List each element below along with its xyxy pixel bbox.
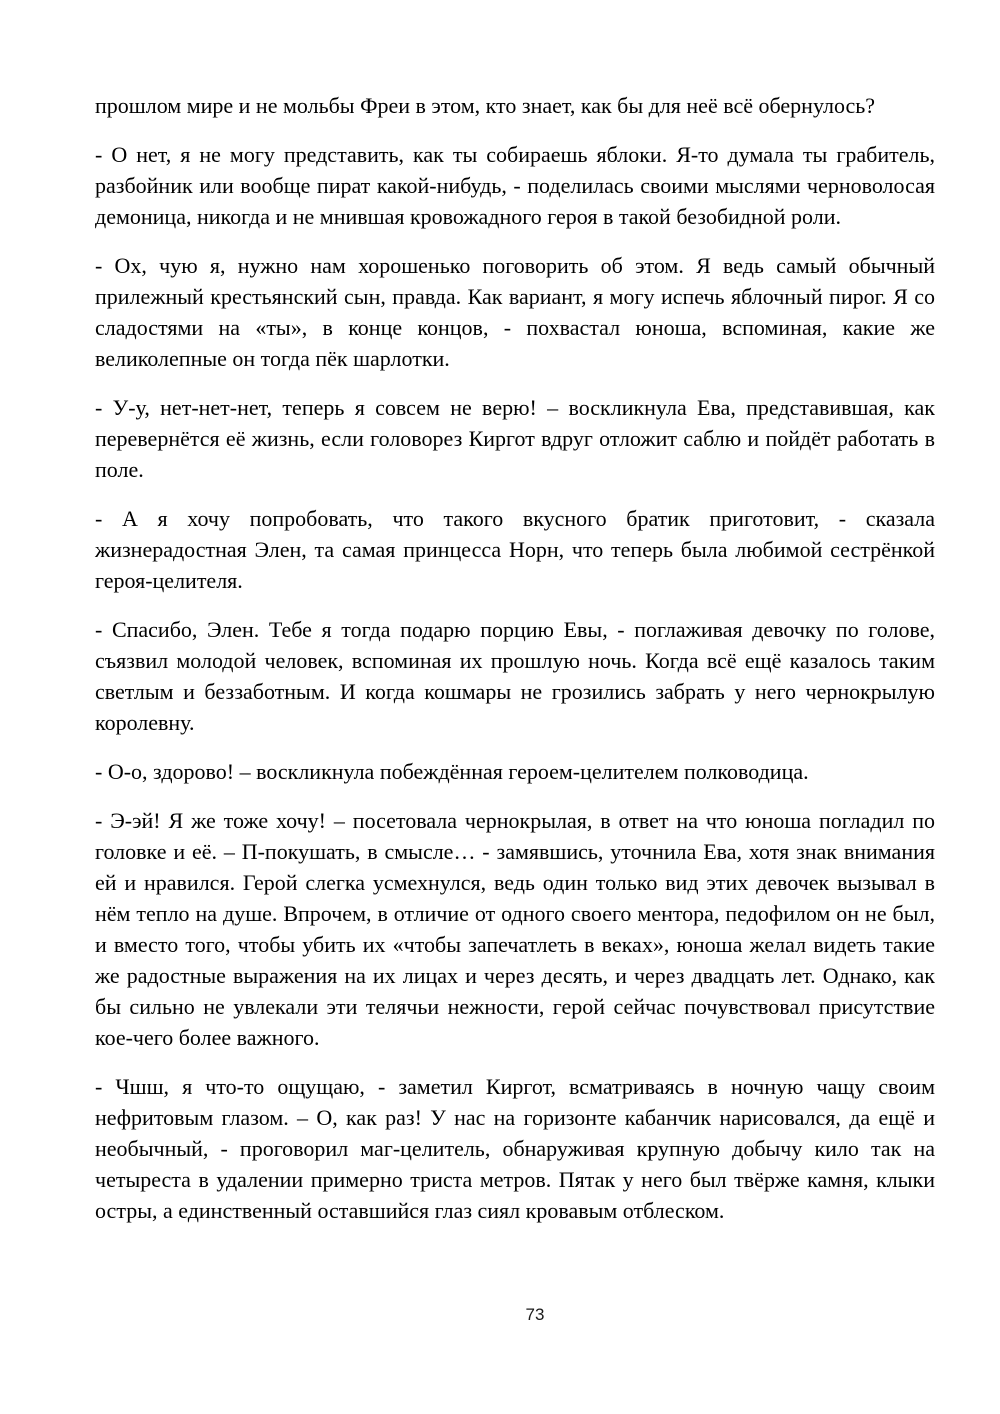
paragraph: - Ох, чую я, нужно нам хорошенько поговорить об этом. Я ведь самый обычный прилежный крестьянский сын, правда. Как вариант, я могу испечь яблочный пирог. Я со сладостями на «ты», в конце концов, - похвастал юноша, вспоминая, какие же великолепные он тогда пёк шарлотки.	[95, 253, 935, 371]
paragraph: - А я хочу попробовать, что такого вкусного братик приготовит, - сказала жизнерадостная Элен, та самая принцесса Норн, что теперь была любимой сестрёнкой героя-целителя.	[95, 506, 935, 593]
paragraph: - Чшш, я что-то ощущаю, - заметил Киргот, всматриваясь в ночную чащу своим нефритовым глазом. – О, как раз! У нас на горизонте кабанчик нарисовался, да ещё и необычный, - проговорил маг-целитель, обнаруживая крупную добычу кило так на четыреста в удалении примерно триста метров. Пятак у него был твёрже камня, клыки остры, а единственный оставшийся глаз сиял кровавым отблеском.	[95, 1074, 935, 1223]
page-number: 73	[525, 1305, 545, 1324]
paragraph: - О-о, здорово! – воскликнула побеждённая героем-целителем полководица.	[95, 759, 809, 784]
paragraph: прошлом мире и не мольбы Фреи в этом, кто знает, как бы для неё всё обернулось?	[95, 93, 876, 118]
paragraph: - У-у, нет-нет-нет, теперь я совсем не верю! – воскликнула Ева, представившая, как перевернётся её жизнь, если головорез Киргот вдруг отложит саблю и пойдёт работать в поле.	[95, 395, 935, 482]
paragraph: - Спасибо, Элен. Тебе я тогда подарю порцию Евы, - поглаживая девочку по голове, съязвил молодой человек, вспоминая их прошлую ночь. Когда всё ещё казалось таким светлым и беззаботным. И когда кошмары не грозились забрать у него чернокрылую королевну.	[95, 617, 935, 735]
text-column	[95, 90, 935, 1244]
paragraph: - О нет, я не могу представить, как ты собираешь яблоки. Я-то думала ты грабитель, разбойник или вообще пират какой-нибудь, - поделилась своими мыслями черноволосая демоница, никогда и не мнившая кровожадного героя в такой безобидной роли.	[95, 142, 935, 229]
paragraph: - Э-эй! Я же тоже хочу! – посетовала чернокрылая, в ответ на что юноша погладил по головке и её. – П-покушать, в смысле… - замявшись, уточнила Ева, хотя знак внимания ей и нравился. Герой слегка усмехнулся, ведь один только вид этих девочек вызывал в нём тепло на душе. Впрочем, в отличие от одного своего ментора, педофилом он не был, и вместо того, чтобы убить их «чтобы запечатлеть в веках», юноша желал видеть такие же радостные выражения на их лицах и через десять, и через двадцать лет. Однако, как бы сильно не увлекали эти телячьи нежности, герой сейчас почувствовал присутствие кое-чего более важного.	[95, 808, 935, 1050]
